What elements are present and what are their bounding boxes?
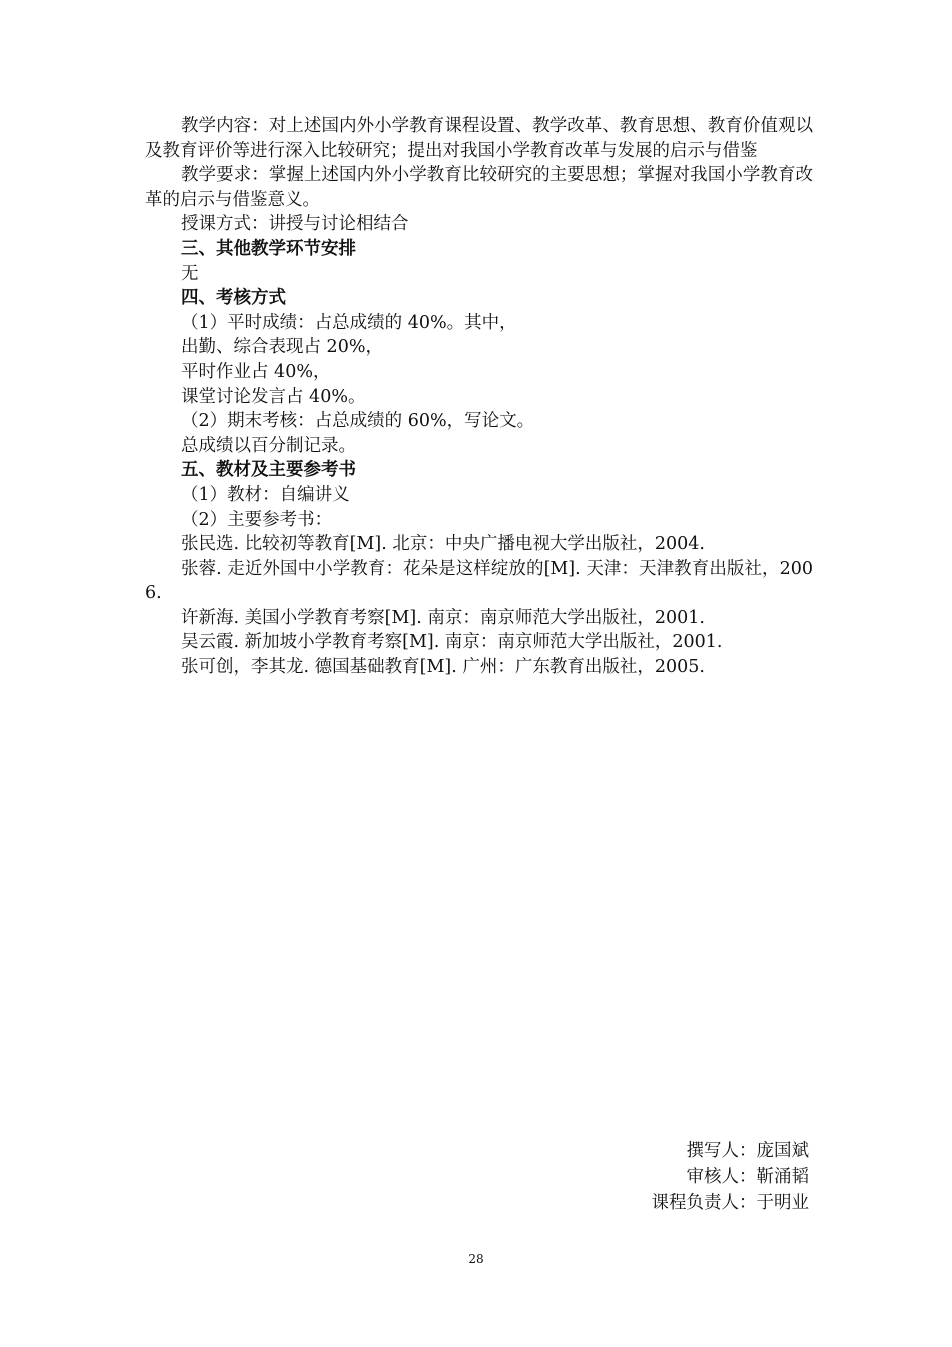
section-4-heading: 四、考核方式 xyxy=(181,288,286,309)
document-body xyxy=(145,114,813,680)
assessment-line: 总成绩以百分制记录。 xyxy=(181,435,356,456)
reference-item: 张可创，李其龙. 德国基础教育[M]. 广州：广东教育出版社，2005. xyxy=(181,657,705,678)
reference-item: 许新海. 美国小学教育考察[M]. 南京：南京师范大学出版社，2001. xyxy=(181,607,705,628)
section-3-heading: 三、其他教学环节安排 xyxy=(181,238,356,259)
course-lead-signature: 课程负责人：于明业 xyxy=(651,1193,809,1213)
assessment-line: 课堂讨论发言占 40%。 xyxy=(181,386,366,407)
reference-item: 张蓉. 走近外国中小学教育：花朵是这样绽放的[M]. 天津：天津教育出版社，2006. xyxy=(145,558,813,604)
section-5-heading: 五、教材及主要参考书 xyxy=(181,460,356,481)
textbook-line: （1）教材：自编讲义 xyxy=(181,484,350,505)
assessment-line: 出勤、综合表现占 20%， xyxy=(181,337,383,358)
teaching-requirements-paragraph: 教学要求：掌握上述国内外小学教育比较研究的主要思想；掌握对我国小学教育改革的启示与借鉴意义。 xyxy=(145,165,813,210)
assessment-line: （1）平时成绩：占总成绩的 40%。其中， xyxy=(181,312,517,333)
page-number: 28 xyxy=(468,1252,484,1266)
teaching-content-paragraph: 教学内容：对上述国内外小学教育课程设置、教学改革、教育思想、教育价值观以及教育评价等进行深入比较研究；提出对我国小学教育改革与发展的启示与借鉴 xyxy=(145,116,813,161)
author-signature: 撰写人：庞国斌 xyxy=(686,1141,809,1161)
reference-item: 吴云霞. 新加坡小学教育考察[M]. 南京：南京师范大学出版社，2001. xyxy=(181,632,723,653)
section-3-body: 无 xyxy=(181,263,199,284)
teaching-method-line: 授课方式：讲授与讨论相结合 xyxy=(181,214,409,235)
assessment-line: （2）期末考核：占总成绩的 60%，写论文。 xyxy=(181,411,535,432)
reference-item: 张民选. 比较初等教育[M]. 北京：中央广播电视大学出版社，2004. xyxy=(181,534,705,555)
assessment-line: 平时作业占 40%， xyxy=(181,361,331,382)
reviewer-signature: 审核人：靳涌韬 xyxy=(686,1167,809,1187)
references-heading: （2）主要参考书： xyxy=(181,509,333,530)
signature-block xyxy=(652,1138,810,1216)
